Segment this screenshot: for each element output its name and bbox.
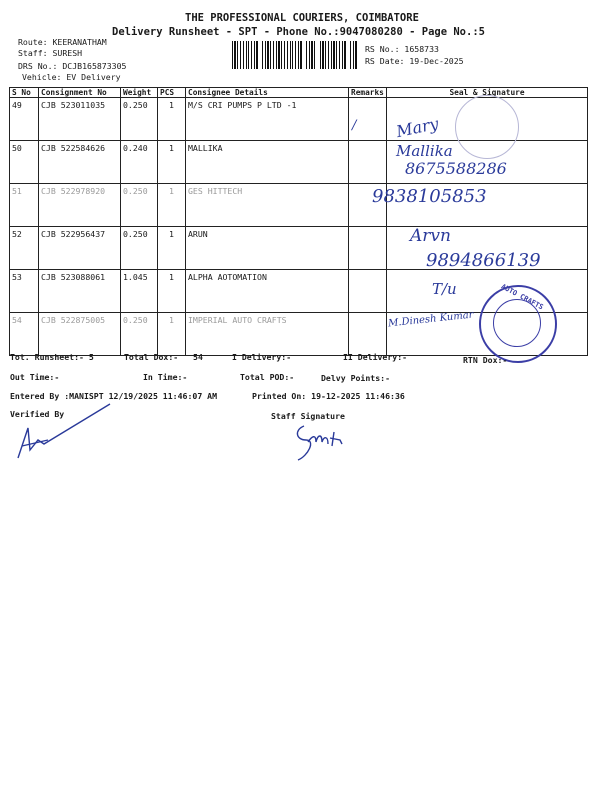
cell-consignee: ALPHA AOTOMATION — [186, 270, 349, 313]
cell-weight: 0.250 — [121, 98, 158, 141]
cell-sno: 54 — [10, 313, 39, 356]
handwritten-signature-row1: Mary — [394, 113, 441, 142]
route-label: Route: KEERANATHAM — [18, 37, 107, 47]
cell-consignee: IMPERIAL AUTO CRAFTS — [186, 313, 349, 356]
company-title: THE PROFESSIONAL COURIERS, COIMBATORE — [185, 12, 419, 24]
cell-consignment: CJB 523011035 — [39, 98, 121, 141]
barcode-gaps — [232, 41, 358, 69]
handwritten-signature-row2: Mallika — [396, 142, 453, 160]
col-header-weight: Weight — [121, 88, 158, 98]
cell-weight: 0.240 — [121, 141, 158, 184]
cell-remarks — [349, 227, 387, 270]
cell-sno: 50 — [10, 141, 39, 184]
cell-consignee: ARUN — [186, 227, 349, 270]
handwritten-phone-row4: 9894866139 — [426, 250, 541, 271]
cell-consignment: CJB 522584626 — [39, 141, 121, 184]
cell-remarks — [349, 141, 387, 184]
stamp-text: AUTO CRAFTS — [499, 282, 545, 312]
drs-number: DRS No.: DCJB165873305 — [18, 61, 127, 71]
verified-by-signature — [14, 400, 114, 462]
table-header-row — [10, 88, 588, 98]
cell-pcs: 1 — [158, 98, 186, 141]
cell-pcs: 1 — [158, 227, 186, 270]
cell-consignment: CJB 522956437 — [39, 227, 121, 270]
col-header-pcs: PCS — [158, 88, 186, 98]
ii-delivery: II Delivery:- — [343, 352, 408, 362]
total-runsheet: Tot. Runsheet:- 5 — [10, 352, 94, 362]
staff-signature-scribble — [290, 420, 360, 465]
col-header-seal: Seal & Signature — [387, 88, 588, 98]
cell-pcs: 1 — [158, 141, 186, 184]
cell-sno: 53 — [10, 270, 39, 313]
runsheet-title: Delivery Runsheet - SPT - Phone No.:9047080280 - Page No.:5 — [112, 26, 485, 38]
cell-pcs: 1 — [158, 313, 186, 356]
col-header-sno: S No — [10, 88, 39, 98]
in-time: In Time:- — [143, 372, 188, 382]
cell-consignee: M/S CRI PUMPS P LTD -1 — [186, 98, 349, 141]
cell-consignee: GES HITTECH — [186, 184, 349, 227]
cell-weight: 0.250 — [121, 313, 158, 356]
out-time: Out Time:- — [10, 372, 60, 382]
total-pod: Total POD:- — [240, 372, 295, 382]
staff-label: Staff: SURESH — [18, 48, 83, 58]
handwritten-mark-row5: T/u — [432, 280, 457, 298]
faint-stamp — [455, 95, 519, 159]
cell-pcs: 1 — [158, 184, 186, 227]
handwritten-signature-row6: M.Dinesh Kumar — [387, 309, 475, 330]
cell-consignment: CJB 523088061 — [39, 270, 121, 313]
rs-number: RS No.: 1658733 — [365, 44, 439, 54]
cell-pcs: 1 — [158, 270, 186, 313]
col-header-consignee: Consignee Details — [186, 88, 349, 98]
cell-sno: 49 — [10, 98, 39, 141]
verified-by-label: Verified By — [10, 409, 65, 419]
cell-remarks — [349, 313, 387, 356]
col-header-remarks: Remarks — [349, 88, 387, 98]
total-dox: Total Dox:- 54 — [124, 352, 203, 362]
i-delivery: I Delivery:- — [232, 352, 292, 362]
delivery-points: Delvy Points:- — [321, 373, 391, 383]
cell-consignment: CJB 522978920 — [39, 184, 121, 227]
vehicle-label: Vehicle: EV Delivery — [22, 72, 121, 82]
cell-weight: 0.250 — [121, 184, 158, 227]
cell-consignment: CJB 522875005 — [39, 313, 121, 356]
cell-weight: 0.250 — [121, 227, 158, 270]
handwritten-phone-row3: 9838105853 — [372, 186, 487, 207]
staff-signature-label: Staff Signature — [271, 411, 345, 421]
cell-weight: 1.045 — [121, 270, 158, 313]
cell-consignee: MALLIKA — [186, 141, 349, 184]
cell-sno: 52 — [10, 227, 39, 270]
rtn-dox: RTN Dox:- — [463, 355, 508, 365]
printed-on: Printed On: 19-12-2025 11:46:36 — [252, 391, 405, 401]
cell-sno: 51 — [10, 184, 39, 227]
table-row — [10, 184, 588, 227]
handwritten-phone-row2: 8675588286 — [405, 159, 507, 178]
company-stamp — [479, 282, 557, 363]
col-header-consignment: Consignment No — [39, 88, 121, 98]
handwritten-signature-row4: Arvn — [410, 226, 451, 246]
remark-tick-mark: / — [352, 118, 357, 133]
cell-remarks — [349, 270, 387, 313]
rs-date: RS Date: 19-Dec-2025 — [365, 56, 464, 66]
entered-by: Entered By :MANISPT 12/19/2025 11:46:07 AM — [10, 391, 218, 401]
